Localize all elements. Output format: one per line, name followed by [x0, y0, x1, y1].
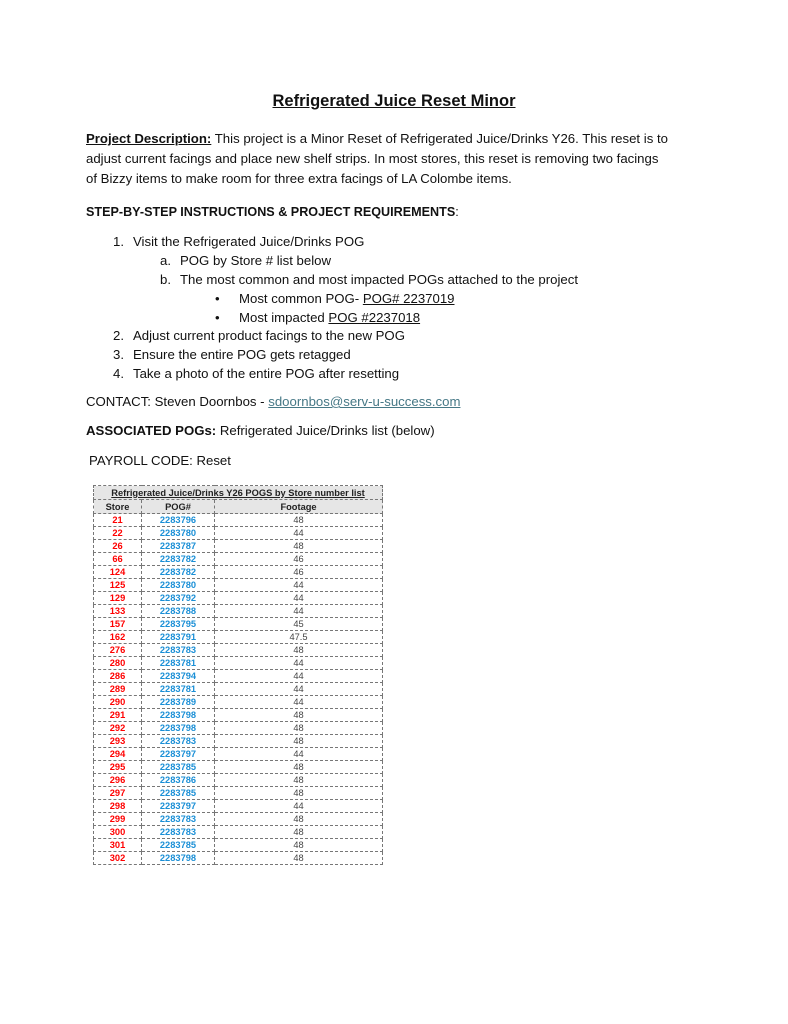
description-line-1: This project is a Minor Reset of Refrigerated Juice/Drinks Y26. This reset is to — [214, 131, 668, 146]
step-text: Adjust current product facings to the new POG — [133, 328, 405, 343]
step-number: 4. — [113, 366, 124, 381]
footage-cell: 44 — [215, 800, 383, 813]
step-number: 2. — [113, 328, 124, 343]
footage-cell: 44 — [215, 579, 383, 592]
store-cell: 162 — [94, 631, 142, 644]
store-cell: 301 — [94, 839, 142, 852]
store-cell: 133 — [94, 605, 142, 618]
table-row — [94, 852, 383, 865]
pog-cell: 2283789 — [142, 696, 215, 709]
bullet-prefix: Most common POG- — [239, 291, 363, 306]
step-letter: a. — [160, 253, 171, 268]
footage-cell: 48 — [215, 826, 383, 839]
pog-cell: 2283780 — [142, 579, 215, 592]
bullet-prefix: Most impacted — [239, 310, 329, 325]
project-description — [86, 129, 706, 189]
footage-cell: 47.5 — [215, 631, 383, 644]
store-cell: 125 — [94, 579, 142, 592]
footage-cell: 44 — [215, 657, 383, 670]
pog-cell: 2283788 — [142, 605, 215, 618]
pog-cell: 2283798 — [142, 852, 215, 865]
bullet-text — [239, 310, 420, 325]
table-row — [94, 735, 383, 748]
store-cell: 296 — [94, 774, 142, 787]
contact-label: CONTACT: Steven Doornbos - — [86, 394, 269, 409]
pog-cell: 2283783 — [142, 644, 215, 657]
bullet-text — [239, 291, 455, 306]
pog-cell: 2283791 — [142, 631, 215, 644]
table-row — [94, 644, 383, 657]
footage-cell: 48 — [215, 540, 383, 553]
table-row — [94, 709, 383, 722]
footage-cell: 44 — [215, 696, 383, 709]
document-title: Refrigerated Juice Reset Minor — [272, 92, 516, 110]
footage-cell: 48 — [215, 852, 383, 865]
steps-heading — [86, 205, 459, 219]
pog-link-most-impacted[interactable]: POG #2237018 — [328, 310, 421, 325]
store-cell: 300 — [94, 826, 142, 839]
footage-cell: 45 — [215, 618, 383, 631]
table-row — [94, 657, 383, 670]
associated-label: ASSOCIATED POGs: — [86, 423, 217, 438]
pog-cell: 2283794 — [142, 670, 215, 683]
table-row — [94, 722, 383, 735]
pog-cell: 2283796 — [142, 514, 215, 527]
footage-cell: 44 — [215, 670, 383, 683]
table-row — [94, 631, 383, 644]
store-cell: 21 — [94, 514, 142, 527]
footage-cell: 48 — [215, 735, 383, 748]
table-row — [94, 800, 383, 813]
table-row — [94, 566, 383, 579]
footage-cell: 44 — [215, 748, 383, 761]
pog-cell: 2283785 — [142, 839, 215, 852]
steps-heading-colon: : — [455, 205, 459, 219]
store-cell: 291 — [94, 709, 142, 722]
store-cell: 157 — [94, 618, 142, 631]
step-text: The most common and most impacted POGs attached to the project — [180, 272, 579, 287]
description-line-3: of Bizzy items to make room for three extra facings of LA Colombe items. — [86, 171, 512, 186]
table-body — [94, 514, 383, 865]
table-row — [94, 618, 383, 631]
footage-cell: 48 — [215, 774, 383, 787]
column-header-footage: Footage — [215, 500, 383, 514]
store-cell: 299 — [94, 813, 142, 826]
step-text: Ensure the entire POG gets retagged — [133, 347, 351, 362]
pog-cell: 2283785 — [142, 787, 215, 800]
description-line-2: adjust current facings and place new shelf strips. In most stores, this reset is removing two facings — [86, 151, 659, 166]
column-header-store: Store — [94, 500, 142, 514]
step-number: 3. — [113, 347, 124, 362]
table-row — [94, 774, 383, 787]
pog-cell: 2283792 — [142, 592, 215, 605]
description-label: Project Description: — [86, 131, 212, 146]
contact-line — [86, 394, 460, 409]
footage-cell: 44 — [215, 683, 383, 696]
store-cell: 295 — [94, 761, 142, 774]
column-header-pog: POG# — [142, 500, 215, 514]
pog-cell: 2283798 — [142, 709, 215, 722]
pog-store-table — [93, 485, 383, 865]
table-row — [94, 553, 383, 566]
store-cell: 294 — [94, 748, 142, 761]
pog-cell: 2283786 — [142, 774, 215, 787]
footage-cell: 48 — [215, 722, 383, 735]
footage-cell: 44 — [215, 527, 383, 540]
pog-cell: 2283782 — [142, 553, 215, 566]
table-row — [94, 787, 383, 800]
table-row — [94, 839, 383, 852]
store-cell: 276 — [94, 644, 142, 657]
pog-cell: 2283797 — [142, 748, 215, 761]
footage-cell: 46 — [215, 566, 383, 579]
store-cell: 293 — [94, 735, 142, 748]
pog-cell: 2283783 — [142, 735, 215, 748]
bullet-icon: • — [215, 310, 220, 325]
pog-cell: 2283781 — [142, 657, 215, 670]
store-cell: 302 — [94, 852, 142, 865]
footage-cell: 48 — [215, 514, 383, 527]
pog-cell: 2283782 — [142, 566, 215, 579]
bullet-icon: • — [215, 291, 220, 306]
store-cell: 297 — [94, 787, 142, 800]
pog-cell: 2283785 — [142, 761, 215, 774]
table-row — [94, 683, 383, 696]
step-text: POG by Store # list below — [180, 253, 331, 268]
table-row — [94, 670, 383, 683]
table-row — [94, 579, 383, 592]
table-row — [94, 592, 383, 605]
payroll-code: PAYROLL CODE: Reset — [89, 453, 231, 468]
step-letter: b. — [160, 272, 171, 287]
store-cell: 292 — [94, 722, 142, 735]
footage-cell: 46 — [215, 553, 383, 566]
footage-cell: 48 — [215, 813, 383, 826]
footage-cell: 48 — [215, 761, 383, 774]
table-row — [94, 540, 383, 553]
store-cell: 26 — [94, 540, 142, 553]
table-row — [94, 527, 383, 540]
store-cell: 290 — [94, 696, 142, 709]
footage-cell: 48 — [215, 709, 383, 722]
store-cell: 289 — [94, 683, 142, 696]
associated-pogs — [86, 423, 435, 438]
footage-cell: 44 — [215, 605, 383, 618]
footage-cell: 44 — [215, 592, 383, 605]
store-cell: 286 — [94, 670, 142, 683]
store-cell: 129 — [94, 592, 142, 605]
store-cell: 280 — [94, 657, 142, 670]
step-text: Take a photo of the entire POG after resetting — [133, 366, 400, 381]
table-row — [94, 605, 383, 618]
pog-cell: 2283797 — [142, 800, 215, 813]
step-number: 1. — [113, 234, 124, 249]
footage-cell: 48 — [215, 787, 383, 800]
steps-heading-text: STEP-BY-STEP INSTRUCTIONS & PROJECT REQUIREMENTS — [86, 205, 456, 219]
table-caption: Refrigerated Juice/Drinks Y26 POGS by Store number list — [94, 486, 383, 500]
pog-cell: 2283780 — [142, 527, 215, 540]
step-text: Visit the Refrigerated Juice/Drinks POG — [133, 234, 365, 249]
pog-cell: 2283798 — [142, 722, 215, 735]
contact-email-link[interactable]: sdoornbos@serv-u-success.com — [268, 394, 461, 409]
store-cell: 298 — [94, 800, 142, 813]
store-cell: 124 — [94, 566, 142, 579]
table-row — [94, 761, 383, 774]
table-row — [94, 813, 383, 826]
table-row — [94, 748, 383, 761]
pog-cell: 2283783 — [142, 826, 215, 839]
pog-cell: 2283787 — [142, 540, 215, 553]
pog-cell: 2283783 — [142, 813, 215, 826]
pog-cell: 2283781 — [142, 683, 215, 696]
footage-cell: 48 — [215, 839, 383, 852]
table-row — [94, 514, 383, 527]
table-row — [94, 696, 383, 709]
store-cell: 22 — [94, 527, 142, 540]
table-row — [94, 826, 383, 839]
footage-cell: 48 — [215, 644, 383, 657]
store-cell: 66 — [94, 553, 142, 566]
pog-cell: 2283795 — [142, 618, 215, 631]
associated-text: Refrigerated Juice/Drinks list (below) — [216, 423, 435, 438]
pog-link-most-common[interactable]: POG# 2237019 — [362, 291, 455, 306]
